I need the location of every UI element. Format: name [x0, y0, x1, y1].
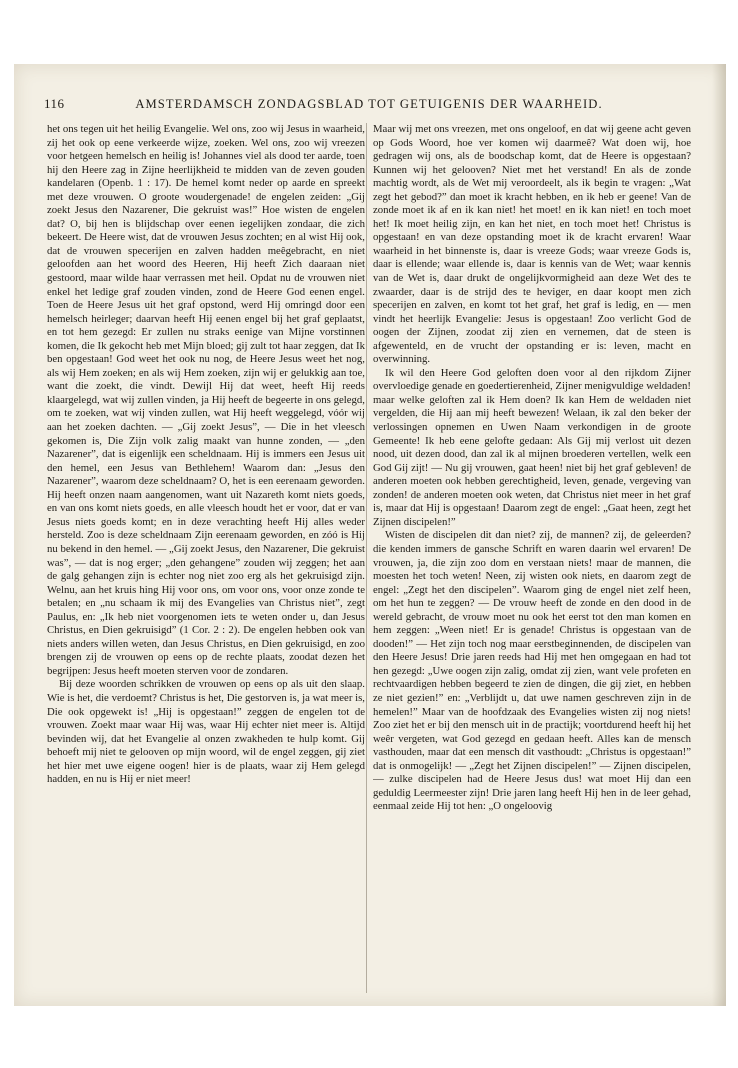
- page-header: [44, 96, 694, 114]
- running-title: AMSTERDAMSCH ZONDAGSBLAD TOT GETUIGENIS DER WAARHEID.: [135, 97, 603, 111]
- left-paragraph-2: Bij deze woorden schrikken de vrouwen op eens op als uit den slaap. Wie is het, die verdoemt? Christus is het, Die gestorven is, ja wat meer is, Die ook opgewekt is! „Hij is opgestaan!” zeggen de engelen tot de vrouwen. Zoekt maar waar Hij was, waar Hij echter niet meer is. Altijd bevinden wij, dat het Evangelie al onzen zwakheden te hulp komt. Gij behoeft mij niet te gelooven op mijn woord, wil de engel zeggen, gij ziet het hier met uwe eigene oogen! hier is de plaats, waar zij Hem gelegd hadden, en nu is Hij er niet meer!: [47, 678, 365, 786]
- page-number: 116: [44, 96, 65, 111]
- right-column: [373, 123, 691, 993]
- book-page: [14, 64, 726, 1006]
- right-paragraph-1: Maar wij met ons vreezen, met ons ongeloof, en dat wij geene acht geven op Gods Woord, hoe ver komen wij daarmeê? Wat doen wij, hoe gedragen wij ons, als de boodschap komt, dat de Heere is opgestaan? Kunnen wij het gelooven? Niet met het verstand! En als de zonde machtig wordt, als de Wet mij veroordeelt, als ik begin te vragen: „Wat zegt het gebod?” dan moet ik kracht hebben, en ik heb er geene! Van de zonde moet ik af en ik kan niet! het moet! en ik kan niet! en toch moet het! Ik moet heilig zijn, en kan het niet, en toch moet het! Christus is opgestaan! en van deze opstanding moet ik de kracht ervaren! Waar waarheid in het binnenste is, daar is vreeze Gods; waar vreeze Gods is, daar is ellende; waar ellende is, daar is kennis van de Wet; waar kennis van de Wet is, daar drukt de ongelijkvormigheid aan deze Wet des te zwaarder, daar is de strijd des te heviger, en daar koopt men zich specerijen en zalven, en komt tot het graf, het graf is ledig, en — men vindt het heerlijk Evangelie: Jesus is opgestaan! Zoo verlicht God de oogen der Zijnen, zoodat zij zien en vernemen, dat de steen is afgewenteld, en de vrucht der opstanding er is: leven, macht en overwinning.: [373, 123, 691, 366]
- left-paragraph-1: het ons tegen uit het heilig Evangelie. Wel ons, zoo wij Jesus in waarheid, zij het ook op eene verkeerde wijze, zoeken. Wel ons, zoo wij vreezen voor hetgeen hemelsch en heilig is! Johannes viel als dood ter aarde, toen hij den Heere zag in Zijne heerlijkheid te midden van de zeven gouden kandelaren (Openb. 1 : 17). De hemel komt neder op aarde en spreekt met deze vrouwen. O groote woudergenade! de engelen zeiden: „Gij zoekt Jesus den Nazarener, Die gekruist was!” Hoe wisten de engelen dat? O, bij hen is blijdschap over eenen iegelijken zondaar, die zich bekeert. De Heere wist, dat de vrouwen Jesus zochten; en al wist Hij ook, dat de vrouwen specerijen en zalven hadden meêgebracht, en niet geloofden aan het woord des Heeren, Hij heeft Zich daaraan niet gestoord, maar wilde haar verrassen met heil. Opdat nu de vrouwen niet enkel het ledige graf zouden vinden, zond de Heere God eenen engel. Toen de Heere Jesus uit het graf opstond, werd Hij omringd door een hemelsch heirleger; daarvan heeft Hij eenen engel bij het graf geplaatst, en tot hem gezegd: Er zullen nu straks eenige van Mijne vorstinnen komen, die Ik gekocht heb met Mijn bloed; gij zult tot haar zeggen, dat Ik ben opgestaan! God weet het ook nu nog, de Heere Jesus weet het nog, als wij Hem zoeken; en als wij Hem zoeken, zijn wij er gelukkig aan toe, want die zoekt, die vindt. Dewijl Hij dat weet, heeft Hij reeds klaargelegd, wat wij zullen vinden, ja Hij heeft de begeerte in ons gelegd, om te zoeken, wat wij vinden zullen, wat Hij heeft weggelegd, vóór wij aan het zoeken dachten. — „Gij zoekt Jesus”, — Die in het vleesch gekomen is, Die Zijn volk zalig maakt van hunne zonden, — „den Nazarener”, dat is eigenlijk een scheldnaam. Hij is immers een Jesus uit den hemel, een Jesus van Bethlehem! Waarom dan: „Jesus den Nazarener”, waarom deze scheldnaam? O, het is een eerenaam geworden. Hij heeft onzen naam aangenomen, want uit Nazareth komt niets goeds, en van ons komt niets goeds, en alle vleesch houdt het er voor, dat er van Jesus niets goeds komt; en in deze verachting heeft Hij alles weder hersteld. Zoo is deze scheldnaam Zijn eerenaam geworden, en zóó is Hij nu bekend in den hemel. — „Gij zoekt Jesus, den Nazarener, Die gekruist was”, — dat is nog erger; „den gehangene” zouden wij zeggen; het aan de galg gehangen zijn is echter nog niet zoo erg als het gekruisigd zijn. Welnu, aan het kruis hing Hij voor ons, om voor ons, voor onze zonde te betalen; en „nu schaam ik mij des Evangelies van Christus niet”, zegt Paulus, en: „Ik heb niet voorgenomen iets te weten onder u, dan Jesus Christus, en Dien gekruisigd” (1 Cor. 2 : 2). De engelen hebben ook van niets anders willen weten, dan Jesus Christus, en Dien gekruisigd, en zoo brengen zij de vrouwen op eens op de rechte plaats, zoodat dezen het begrijpen: Jesus heeft moeten sterven voor de zondaren.: [47, 123, 365, 677]
- left-column: [47, 123, 365, 993]
- right-paragraph-3: Wisten de discipelen dit dan niet? zij, de mannen? zij, de geleerden? die kenden immers de gansche Schrift en waren daarin wel ervaren! De vrouwen, ja, die zijn zoo dom en verstaan niets! maar de mannen, die moesten het toch weten! Neen, zij wisten ook niets, en daarom zegt de engel: „Zegt het den discipelen”. Waarom ging de engel niet zelf heen, om het hun te zeggen? — De vrouw heeft de zonde en den dood in de wereld gebracht, de vrouw moet nu ook het eerst tot den man komen en hem zeggen: „Ween niet! Er is genade! Christus is opgestaan van de dooden!” — Het zijn toch nog maar eerstbeginnenden, de discipelen van den Heere Jesus! Drie jaren reeds had Hij met hen omgegaan en had tot hen gezegd: „Uwe oogen zijn zalig, omdat zij zien, want vele profeten en rechtvaardigen hebben begeerd te zien de dingen, die gij ziet, en hebben ze niet gezien!” en: „Verblijdt u, dat uwe namen geschreven zijn in de hemelen!” Maar van de hoofdzaak des Evangelies wisten zij nog niets! Zoo ziet het er bij den mensch uit in de practijk; voortdurend heeft hij het weêr vergeten, wat God gezegd en gedaan heeft. Alles kan de mensch vasthouden, maar dat een mensch dit vasthoudt: „Christus is opgestaan!” dat is onmogelijk! — „Zegt het Zijnen discipelen!” — Zijnen discipelen, — zulke discipelen had de Heere Jesus dus! wat moet Hij dan een geduldig Leermeester zijn! Drie jaren lang heeft Hij hen in de leer gehad, eenmaal zeide Hij tot hen: „O ongeloovig: [373, 529, 691, 813]
- column-divider: [366, 123, 367, 993]
- right-paragraph-2: Ik wil den Heere God geloften doen voor al den rijkdom Zijner overvloedige genade en goedertierenheid, Zijner menigvuldige weldaden! maar welke geloften zal ik Hem doen? Ik kan Hem de weldaden niet vergelden, die Hij aan mij heeft bewezen! Welaan, ik zal den beker der verlossingen opnemen en Uwen Naam verkondigen in de groote Gemeente! Ik heb eene gelofte gedaan: Als Gij mij verlost uit dezen nood, uit dezen dood, dan zal ik al mijnen broederen vertellen, welk een God Gij zijt! — Nu gij vrouwen, gaat heen! niet bij het graf gebleven! de anderen moeten ook hebben gerechtigheid, leven, genade, vergeving van zonden! de anderen moeten ook weten, dat Christus niet meer in het graf is, maar dat Hij is opgestaan! Daarom zegt de engel: „Gaat heen, zegt het Zijnen discipelen!”: [373, 366, 691, 528]
